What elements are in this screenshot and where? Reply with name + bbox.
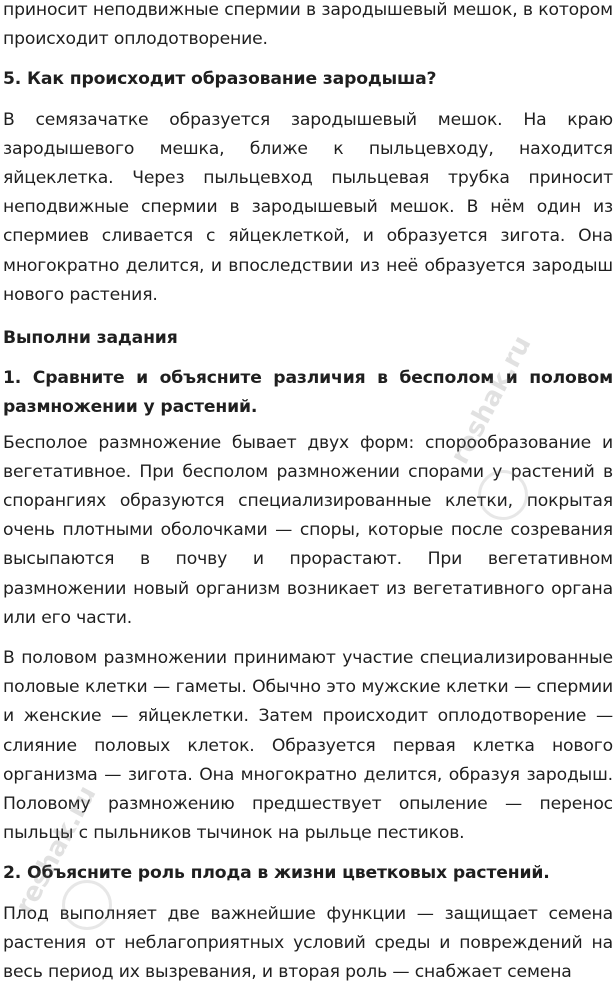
document-content bbox=[3, 0, 613, 987]
task-1-heading: 1. Сравните и объясните различия в бесполом и половом размножении у растений. bbox=[3, 368, 613, 418]
tasks-heading: Выполни задания bbox=[3, 328, 178, 349]
watermark-text: reshak.ru bbox=[445, 330, 538, 470]
task-2-heading: 2. Объясните роль плода в жизни цветковых растений. bbox=[3, 863, 550, 884]
task-1-answer-asexual: Бесполое размножение бывает двух форм: спорообразование и вегетативное. При бесполом размножении спорами у растений в спорангиях образуются специализированные клетки, покрытая очень плотными оболочками — споры, которые после созревания высыпаются в почву и прорастают. При вегетативном размножении новый организм возникает из вегетативного органа или его части. bbox=[3, 432, 613, 628]
paragraph-continuation: приносит неподвижные спермии в зародышевый мешок, в котором происходит оплодотворение. bbox=[3, 0, 613, 50]
task-2-answer: Плод выполняет две важнейшие функции — защищает семена растения от неблагоприятных условий среды и повреждений на весь период их вызревания, и вторая роль — снабжает семена bbox=[3, 903, 613, 983]
answer-5-paragraph: В семязачатке образуется зародышевый мешок. На краю зародышевого мешка, ближе к пыльцевходу, находится яйцеклетка. Через пыльцевход пыльцевая трубка приносит неподвижные спермии в зародышевый мешок. В нём один из спермиев сливается с яйцеклеткой, и образуется зигота. Она многократно делится, и впоследствии из неё образуется зародыш нового растения. bbox=[3, 109, 613, 305]
task-1-answer-sexual: В половом размножении принимают участие специализированные половые клетки — гаметы. Обычно это мужские клетки — спермии и женские — яйцеклетки. Затем происходит оплодотворение — слияние половых клеток. Образуется первая клетка нового организма — зигота. Она многократно делится, образуя зародыш. Половому размножению предшествует опыление — перенос пыльцы с пыльников тычинок на рыльце пестиков. bbox=[3, 648, 613, 844]
question-5-heading: 5. Как происходит образование зародыша? bbox=[3, 69, 437, 90]
watermark-text: reshak.ru bbox=[10, 780, 103, 920]
